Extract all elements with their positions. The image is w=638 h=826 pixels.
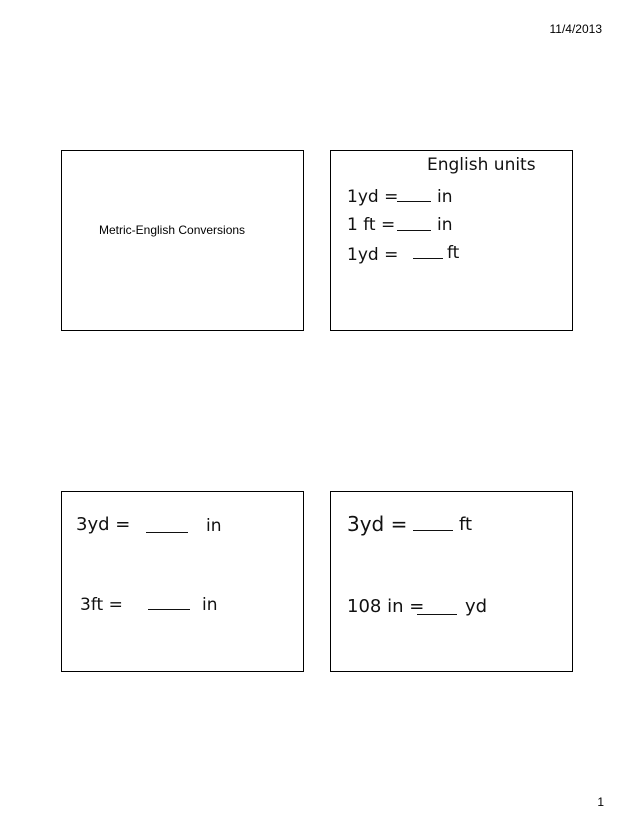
equation-unit: in: [206, 516, 222, 536]
answer-blank: [417, 614, 457, 615]
slide-1: [61, 150, 304, 331]
equation-left: 108 in =: [347, 596, 425, 617]
slide-title: Metric-English Conversions: [99, 223, 246, 237]
equation-left: 3ft =: [80, 595, 123, 615]
equation-unit: ft: [447, 243, 460, 263]
slide-heading: English units: [427, 155, 536, 175]
equation-left: 3yd =: [347, 512, 408, 536]
equation-unit: in: [202, 595, 218, 615]
equation-left: 1 ft =: [347, 215, 396, 235]
answer-blank: [413, 258, 443, 259]
slide-3: [61, 491, 304, 672]
page-date: 11/4/2013: [549, 22, 602, 36]
answer-blank: [397, 201, 431, 202]
equation-unit: ft: [459, 514, 473, 535]
slide-4: [330, 491, 573, 672]
answer-blank: [146, 532, 188, 533]
equation-unit: in: [437, 215, 453, 235]
equation-unit: yd: [465, 596, 488, 617]
answer-blank: [397, 230, 431, 231]
page-number: 1: [597, 795, 604, 809]
answer-blank: [148, 609, 190, 610]
slide-2: [330, 150, 573, 331]
equation-left: 3yd =: [76, 514, 131, 535]
equation-left: 1yd =: [347, 187, 399, 207]
equation-unit: in: [437, 187, 453, 207]
equation-left: 1yd =: [347, 245, 399, 265]
answer-blank: [413, 530, 453, 531]
